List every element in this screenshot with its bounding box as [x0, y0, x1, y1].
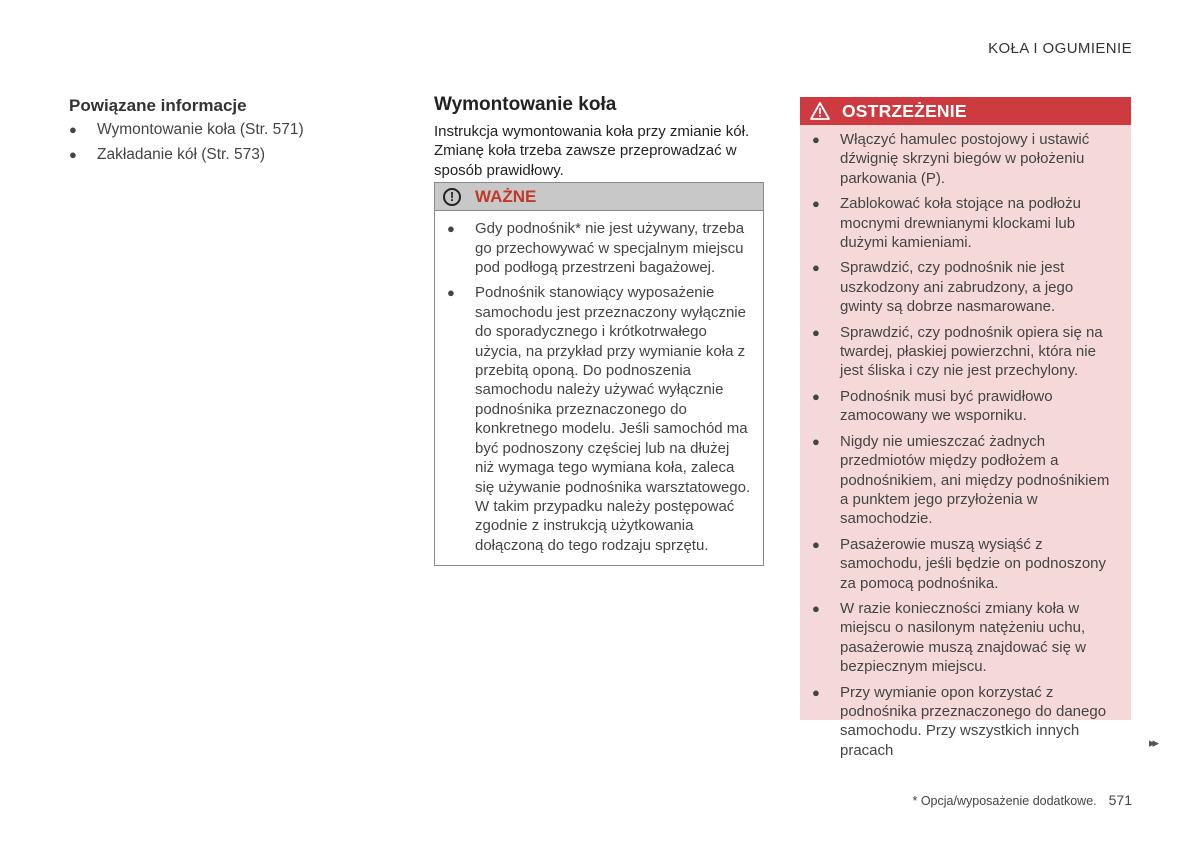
warning-item	[812, 599, 1119, 677]
important-box	[434, 182, 764, 566]
bullet-icon: ●	[812, 132, 820, 147]
section-title: KOŁA I OGUMIENIE	[988, 40, 1132, 57]
main-section	[434, 94, 766, 566]
bullet-icon: ●	[447, 221, 455, 237]
warning-item-text: Nigdy nie umieszczać żadnych przedmiotów między podłożem a podnośnikiem, ani między podnośnikiem a punktem jego przyłożenia w samochodzie.	[840, 432, 1110, 528]
important-item-text: Gdy podnośnik* nie jest używany, trzeba go przechowywać w specjalnym miejscu pod podłogą przestrzeni bagażowej.	[475, 220, 745, 277]
footer	[913, 792, 1133, 808]
double-arrow-right-icon[interactable]: ▸▸	[1149, 735, 1157, 750]
bullet-icon: ●	[812, 684, 820, 700]
warning-item	[812, 130, 1119, 188]
intro-paragraph: Instrukcja wymontowania koła przy zmianie kół. Zmianę koła trzeba zawsze przeprowadzać w sposób prawidłowy.	[434, 123, 750, 179]
important-label: WAŻNE	[475, 186, 537, 206]
warning-item-text: Włączyć hamulec postojowy i ustawić dźwignię skrzyni biegów w położeniu parkowania (P).	[840, 131, 1090, 187]
page-number: 571	[1108, 792, 1132, 808]
warning-list	[800, 125, 1131, 760]
related-info-title: Powiązane informacje	[69, 96, 247, 115]
related-link-item[interactable]	[69, 145, 399, 165]
bullet-icon: ●	[812, 600, 820, 616]
related-link-text[interactable]: Zakładanie kół (Str. 573)	[97, 145, 266, 163]
related-info-list	[69, 120, 399, 164]
related-link-item[interactable]	[69, 120, 399, 140]
warning-item	[812, 535, 1119, 593]
bullet-icon: ●	[812, 260, 820, 276]
related-info	[69, 96, 399, 169]
important-header	[435, 183, 763, 211]
warning-header	[800, 97, 1131, 125]
bullet-icon: ●	[812, 324, 820, 340]
warning-label: OSTRZEŻENIE	[842, 100, 967, 121]
important-item	[447, 283, 751, 555]
bullet-icon: ●	[447, 285, 455, 301]
warning-item-text: W razie konieczności zmiany koła w miejscu o nasilonym natężeniu uchu, pasażerowie muszą znajdować się w bezpiecznym miejscu.	[840, 599, 1086, 676]
exclamation-circle-icon: !	[443, 188, 461, 206]
bullet-icon: ●	[69, 122, 77, 137]
important-list	[435, 211, 763, 565]
footnote-text: * Opcja/wyposażenie dodatkowe.	[912, 794, 1097, 808]
warning-item-text: Sprawdzić, czy podnośnik nie jest uszkodzony ani zabrudzony, a jego gwinty są dobrze nasmarowane.	[840, 259, 1074, 316]
bullet-icon: ●	[812, 196, 820, 212]
warning-item	[812, 387, 1119, 426]
main-title: Wymontowanie koła	[434, 94, 617, 115]
warning-box	[800, 97, 1131, 759]
warning-item	[812, 432, 1119, 529]
warning-item-text: Pasażerowie muszą wysiąść z samochodu, jeśli będzie on podnoszony za pomocą podnośnika.	[840, 535, 1107, 592]
warning-item-text: Podnośnik musi być prawidłowo zamocowany we wsporniku.	[840, 387, 1053, 425]
warning-item	[812, 683, 1119, 761]
bullet-icon: ●	[812, 433, 820, 449]
bullet-icon: ●	[812, 388, 820, 404]
important-item-text: Podnośnik stanowiący wyposażenie samochodu jest przeznaczony wyłącznie do sporadycznego i krótkotrwałego użycia, na przykład przy wymianie koła z przebitą oponą. Do podnoszenia samochodu należy używać wyłącznie podnośnika przeznaczonego do konkretnego modelu. Jeśli samochód ma być podnoszony częściej lub na dłużej niż wymaga tego wymiana koła, zaleca się używanie podnośnika warsztatowego. W takim przypadku należy postępować zgodnie z instrukcją użytkowania dołączoną do tego rodzaju sprzętu.	[475, 284, 751, 554]
warning-item	[812, 194, 1119, 252]
warning-item-text: Sprawdzić, czy podnośnik opiera się na twardej, płaskiej powierzchni, która nie jest śliska i czy nie jest przechylony.	[840, 323, 1103, 380]
bullet-icon: ●	[812, 536, 820, 552]
bullet-icon: ●	[69, 146, 77, 162]
warning-triangle-icon	[810, 102, 830, 120]
warning-item-text: Przy wymianie opon korzystać z podnośnika przeznaczonego do danego samochodu. Przy wszystkich innych pracach	[840, 683, 1107, 759]
warning-item-text: Zablokować koła stojące na podłożu mocnymi drewnianymi klockami lub dużymi kamieniami.	[840, 195, 1081, 252]
important-item	[447, 219, 751, 277]
warning-item	[812, 323, 1119, 381]
related-link-text[interactable]: Wymontowanie koła (Str. 571)	[97, 121, 304, 138]
warning-item	[812, 258, 1119, 316]
